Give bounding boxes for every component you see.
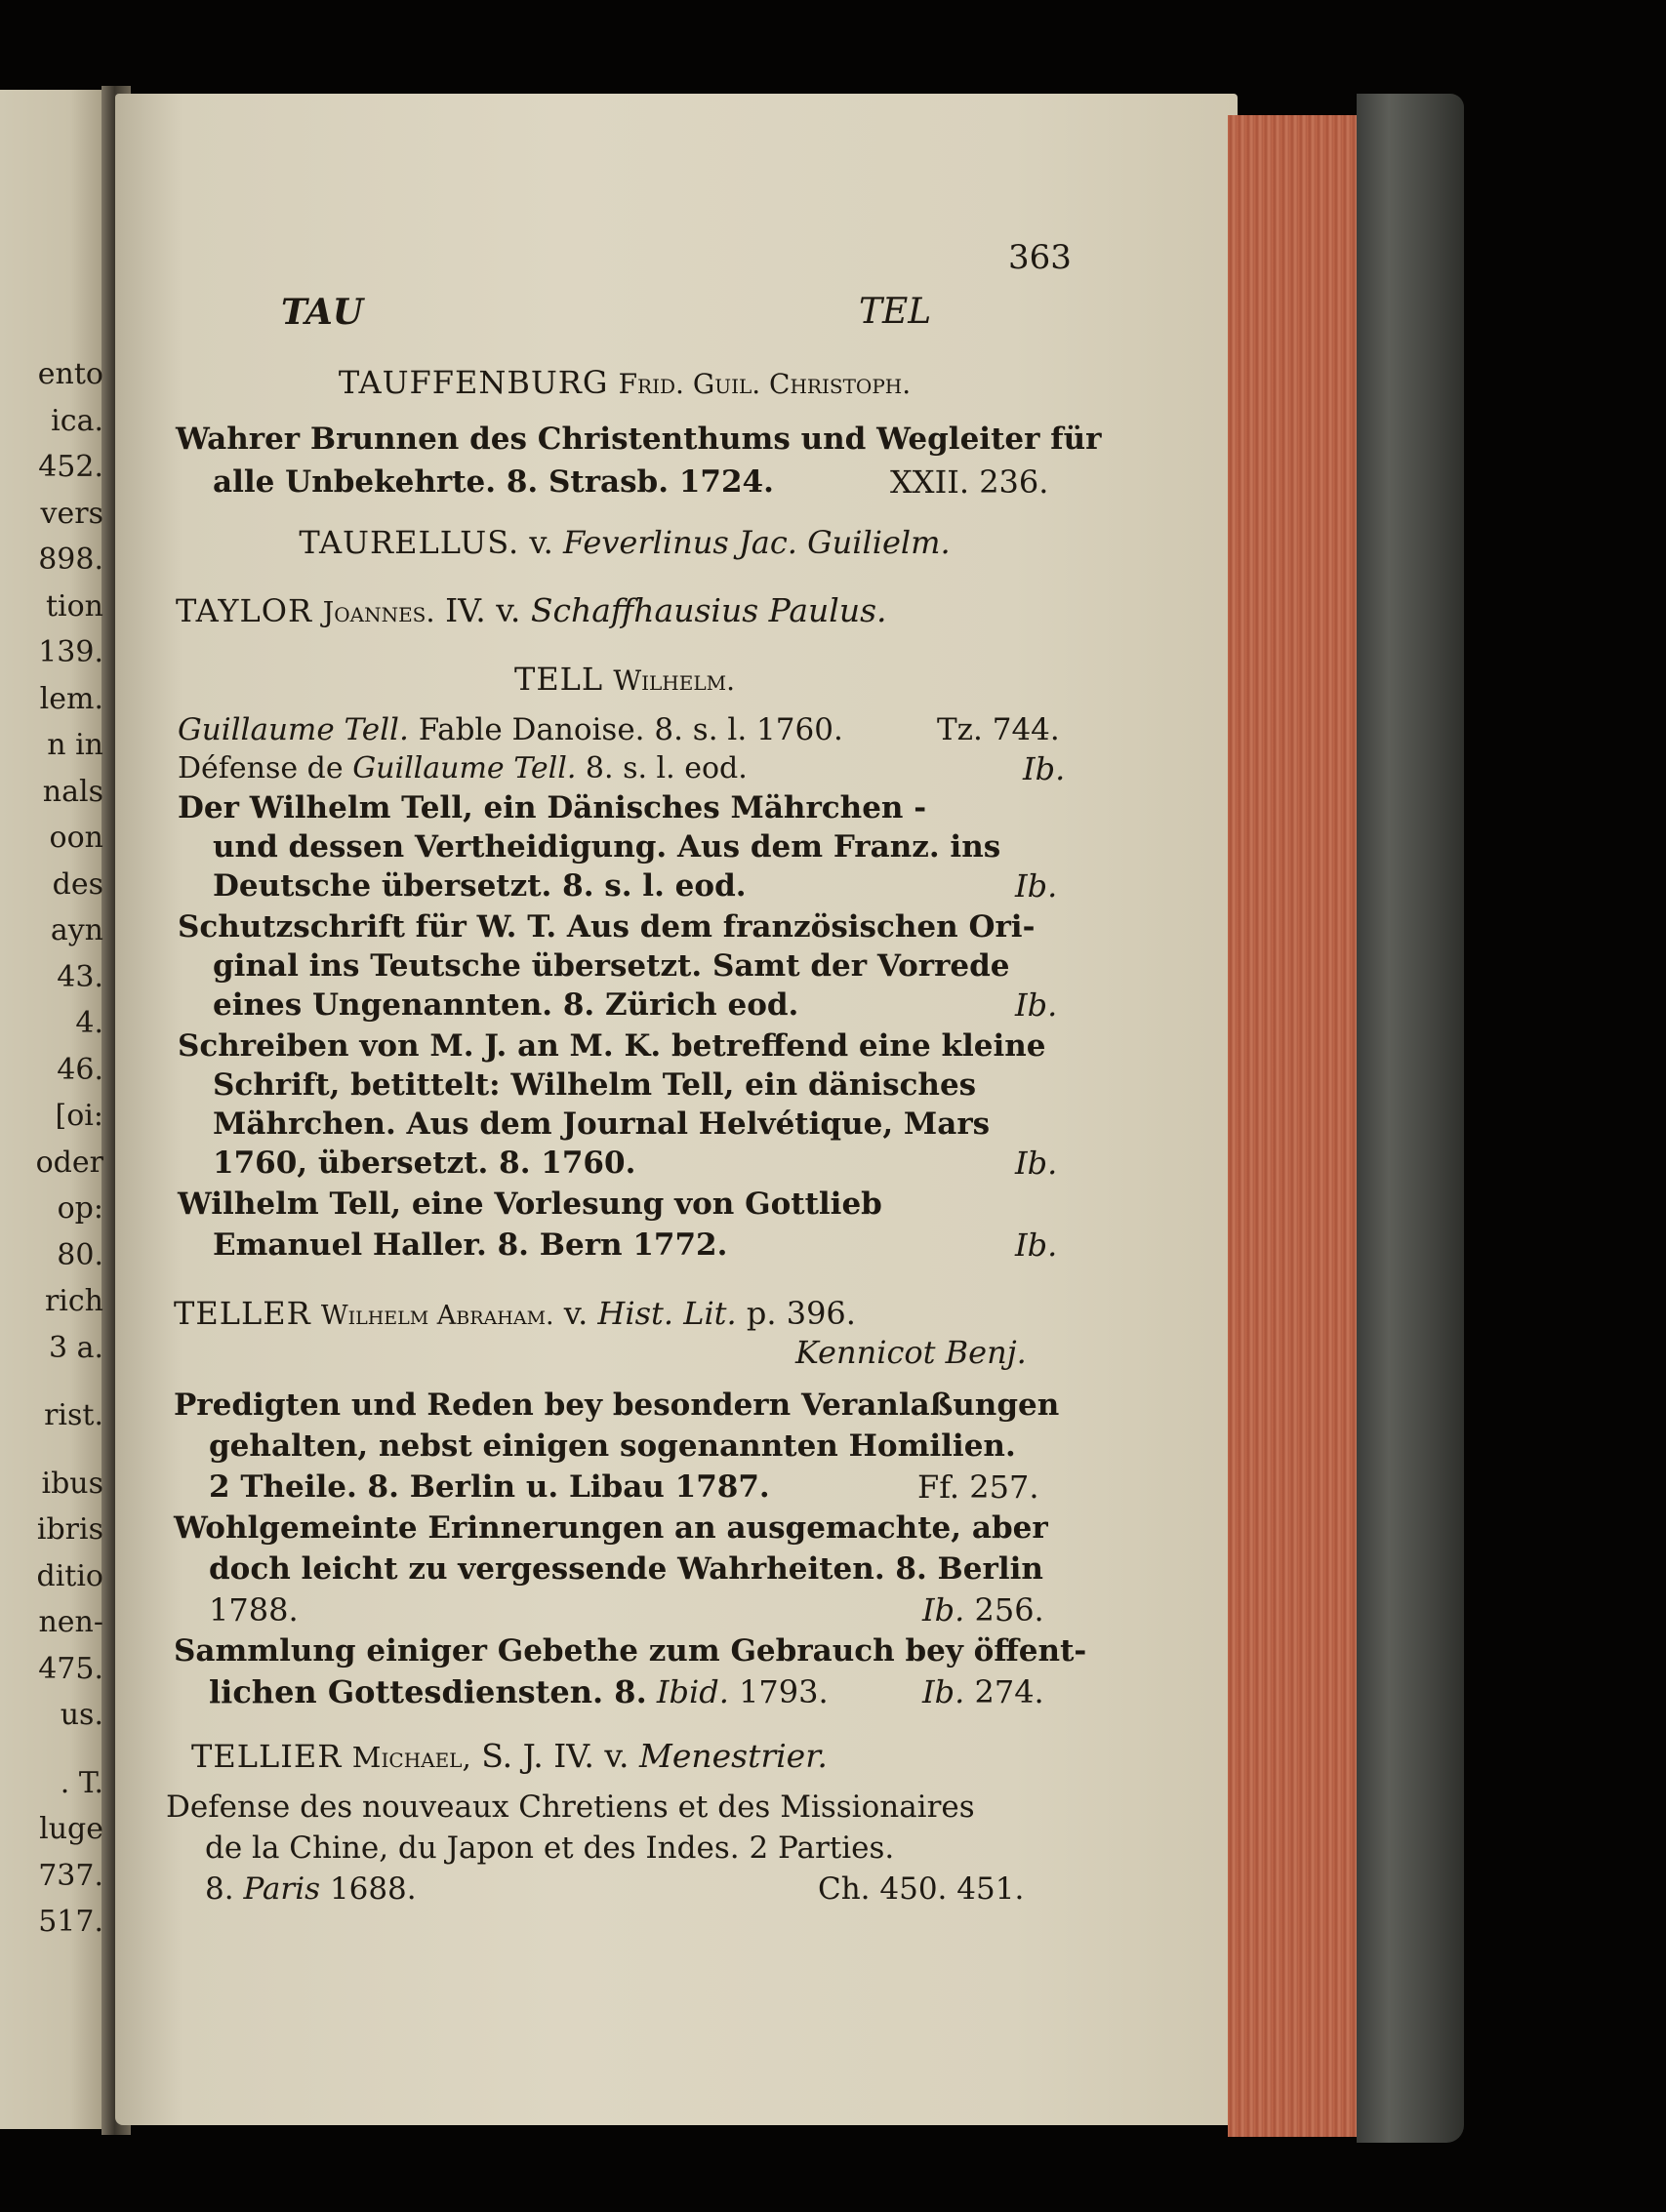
- left-page-fragment: 43.: [57, 959, 103, 994]
- entry-ref: XXII. 236.: [890, 463, 1049, 501]
- entry-line: und dessen Vertheidigung. Aus dem Franz. ins: [213, 829, 1001, 865]
- entry-line: Guillaume Tell. Fable Danoise. 8. s. l. 1760.: [178, 712, 843, 747]
- left-page-fragment: op:: [57, 1191, 103, 1226]
- left-page-fragment: 3 a.: [48, 1330, 103, 1365]
- entry-heading-tell: TELL Wilhelm.: [513, 661, 736, 698]
- left-page-fragment: 4.: [75, 1006, 103, 1040]
- left-page-fragment: . T.: [60, 1765, 103, 1800]
- entry-ref: Ib. 256.: [922, 1591, 1044, 1629]
- entry-line: Wilhelm Tell, eine Vorlesung von Gottlieb: [178, 1186, 882, 1222]
- back-cover: [1357, 94, 1464, 2143]
- entry-heading-tellier: TELLIER Michael, S. J. IV. v. Menestrier.: [191, 1737, 828, 1775]
- running-head-left: TAU: [281, 292, 364, 333]
- entry-line: 2 Theile. 8. Berlin u. Libau 1787.: [209, 1469, 770, 1505]
- entry-line: Wohlgemeinte Erinnerungen an ausgemachte, aber: [174, 1510, 1048, 1546]
- entry-line: Predigten und Reden bey besondern Veranlaßungen: [174, 1388, 1060, 1423]
- entry-ref: Ib.: [1015, 1227, 1058, 1264]
- entry-line: de la Chine, du Japon et des Indes. 2 Parties.: [205, 1830, 895, 1866]
- left-page-text: [0, 351, 109, 1946]
- entry-line: lichen Gottesdiensten. 8. Ibid. 1793.: [209, 1673, 829, 1710]
- entry-line: Schutzschrift für W. T. Aus dem französischen Ori-: [178, 909, 1036, 945]
- entry-heading-taurellus: TAURELLUS. v. Feverlinus Jac. Guilielm.: [299, 524, 951, 561]
- left-page-fragment: 475.: [38, 1651, 103, 1686]
- entry-line: Défense de Guillaume Tell. 8. s. l. eod.: [178, 751, 748, 785]
- left-page-fragment: rich: [44, 1284, 103, 1318]
- entry-ref: Ff. 257.: [917, 1468, 1039, 1506]
- entry-ref: Ib.: [1015, 986, 1058, 1024]
- entry-ref: Ib. 274.: [922, 1673, 1044, 1710]
- left-page-fragment: [oi:: [55, 1099, 103, 1133]
- left-page-fragment: nals: [42, 774, 103, 809]
- left-page-fragment: 46.: [57, 1052, 103, 1087]
- entry-line: Defense des nouveaux Chretiens et des Missionaires: [166, 1790, 975, 1825]
- entry-line: gehalten, nebst einigen sogenannten Homilien.: [209, 1428, 1016, 1464]
- left-page-fragment: lem.: [39, 681, 103, 716]
- page-number: 363: [1008, 238, 1072, 277]
- left-page-fragment: nen-: [38, 1605, 103, 1639]
- left-page-fragment: ento: [37, 357, 103, 391]
- entry-ref: Ib.: [1015, 1145, 1058, 1182]
- left-page-fragment: 517.: [38, 1905, 103, 1939]
- entry-heading-tauffenburg: TAUFFENBURG Frid. Guil. Christoph.: [338, 364, 912, 401]
- entry-line: Mährchen. Aus dem Journal Helvétique, Mars: [213, 1106, 991, 1142]
- entry-line: 1760, übersetzt. 8. 1760.: [213, 1146, 636, 1181]
- page-edges: [1228, 115, 1374, 2137]
- entry-ref: Ch. 450. 451.: [818, 1871, 1025, 1907]
- left-page-fragment: ibus: [41, 1466, 103, 1501]
- entry-heading-taylor: TAYLOR Joannes. IV. v. Schaffhausius Paulus.: [176, 591, 887, 629]
- left-page-fragment: n in: [47, 728, 103, 762]
- entry-ref: Ib.: [1023, 750, 1066, 787]
- left-page-fragment: oon: [49, 821, 103, 855]
- left-page-fragment: 139.: [38, 635, 103, 669]
- entry-ref: Kennicot Benj.: [795, 1334, 1027, 1371]
- entry-line: Wahrer Brunnen des Christenthums und Wegleiter für: [176, 422, 1102, 457]
- entry-line: Emanuel Haller. 8. Bern 1772.: [213, 1227, 728, 1263]
- entry-line: ginal ins Teutsche übersetzt. Samt der Vorrede: [213, 948, 1010, 984]
- left-page-fragment: ibris: [36, 1512, 103, 1547]
- entry-heading-teller: TELLER Wilhelm Abraham. v. Hist. Lit. p. 396.: [174, 1295, 856, 1332]
- left-page-fragment: ica.: [51, 403, 103, 438]
- left-page-fragment: 80.: [57, 1237, 103, 1272]
- entry-line: 1788.: [209, 1591, 299, 1629]
- entry-line: alle Unbekehrte. 8. Strasb. 1724.: [213, 464, 774, 500]
- left-page-fragment: luge: [39, 1812, 103, 1846]
- left-page-fragment: 737.: [38, 1858, 103, 1893]
- entry-line: Schrift, betittelt: Wilhelm Tell, ein dänisches: [213, 1067, 977, 1103]
- entry-line: 8. Paris 1688.: [205, 1871, 417, 1907]
- entry-line: Sammlung einiger Gebethe zum Gebrauch bey öffent-: [174, 1633, 1087, 1669]
- entry-line: Der Wilhelm Tell, ein Dänisches Mährchen -: [178, 790, 927, 825]
- left-page-fragment: oder: [35, 1145, 103, 1180]
- entry-line: Schreiben von M. J. an M. K. betreffend eine kleine: [178, 1028, 1046, 1064]
- entry-ref: Tz. 744.: [937, 712, 1060, 747]
- left-page-fragment: tion: [45, 588, 103, 623]
- left-page-fragment: des: [52, 866, 103, 902]
- entry-ref: Ib.: [1015, 867, 1058, 905]
- entry-line: doch leicht zu vergessende Wahrheiten. 8. Berlin: [209, 1551, 1043, 1587]
- left-page-fragment: 452.: [38, 450, 103, 484]
- entry-line: eines Ungenannten. 8. Zürich eod.: [213, 987, 799, 1023]
- left-page-fragment: ditio: [36, 1558, 103, 1593]
- left-page-fragment: vers: [40, 496, 103, 531]
- left-page-fragment: ayn: [50, 913, 103, 947]
- left-page-fragment: 898.: [38, 543, 103, 577]
- left-page-fragment: us.: [60, 1698, 103, 1732]
- entry-line: Deutsche übersetzt. 8. s. l. eod.: [213, 868, 747, 904]
- left-page-fragment: rist.: [44, 1398, 103, 1432]
- running-head-right: TEL: [859, 292, 932, 332]
